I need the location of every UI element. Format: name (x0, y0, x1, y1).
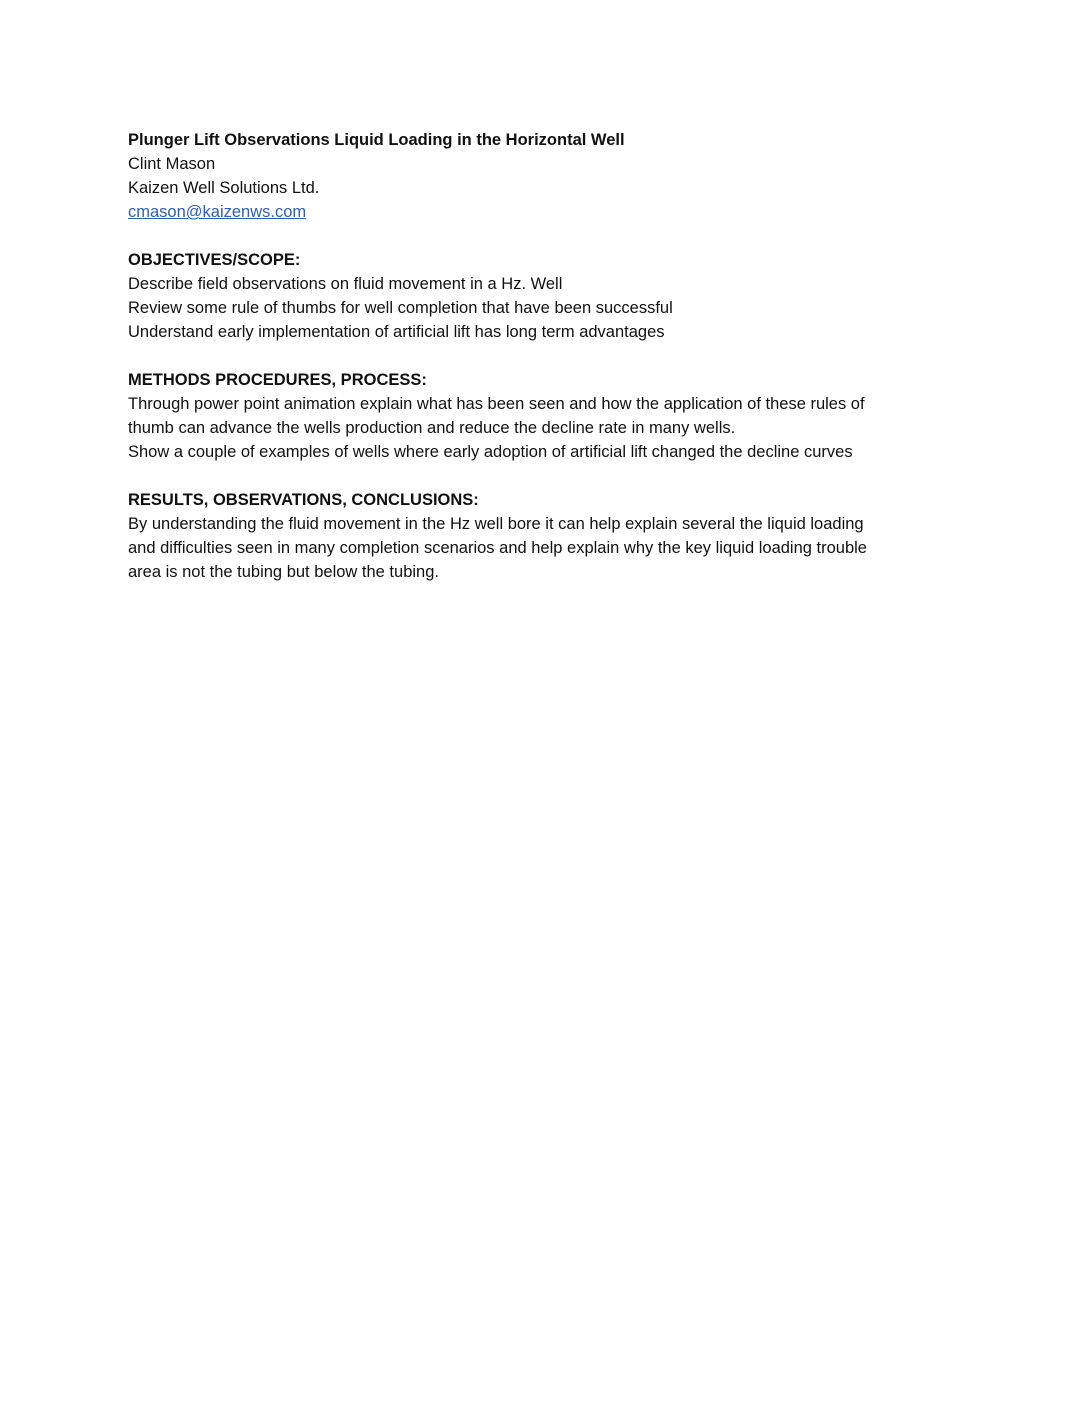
spacer (128, 464, 958, 488)
methods-line: Through power point animation explain what has been seen and how the application of these rules of (128, 395, 865, 413)
document-title: Plunger Lift Observations Liquid Loading in the Horizontal Well (128, 131, 625, 149)
results-heading: RESULTS, OBSERVATIONS, CONCLUSIONS: (128, 491, 479, 509)
spacer (128, 224, 958, 248)
methods-line: Show a couple of examples of wells where early adoption of artificial lift changed the decline curves (128, 443, 853, 461)
methods-line: thumb can advance the wells production and reduce the decline rate in many wells. (128, 419, 736, 437)
email-link[interactable]: cmason@kaizenws.com (128, 203, 307, 221)
spacer (128, 344, 958, 368)
objectives-line: Describe field observations on fluid movement in a Hz. Well (128, 275, 563, 293)
author-name: Clint Mason (128, 155, 216, 173)
methods-heading: METHODS PROCEDURES, PROCESS: (128, 371, 427, 389)
results-line: By understanding the fluid movement in the Hz well bore it can help explain several the liquid loading (128, 515, 864, 533)
results-line: and difficulties seen in many completion scenarios and help explain why the key liquid loading trouble (128, 539, 867, 557)
objectives-heading: OBJECTIVES/SCOPE: (128, 251, 301, 269)
objectives-line: Understand early implementation of artificial lift has long term advantages (128, 323, 665, 341)
document-page (128, 128, 958, 584)
company-name: Kaizen Well Solutions Ltd. (128, 179, 320, 197)
objectives-line: Review some rule of thumbs for well completion that have been successful (128, 299, 673, 317)
results-line: area is not the tubing but below the tubing. (128, 563, 439, 581)
